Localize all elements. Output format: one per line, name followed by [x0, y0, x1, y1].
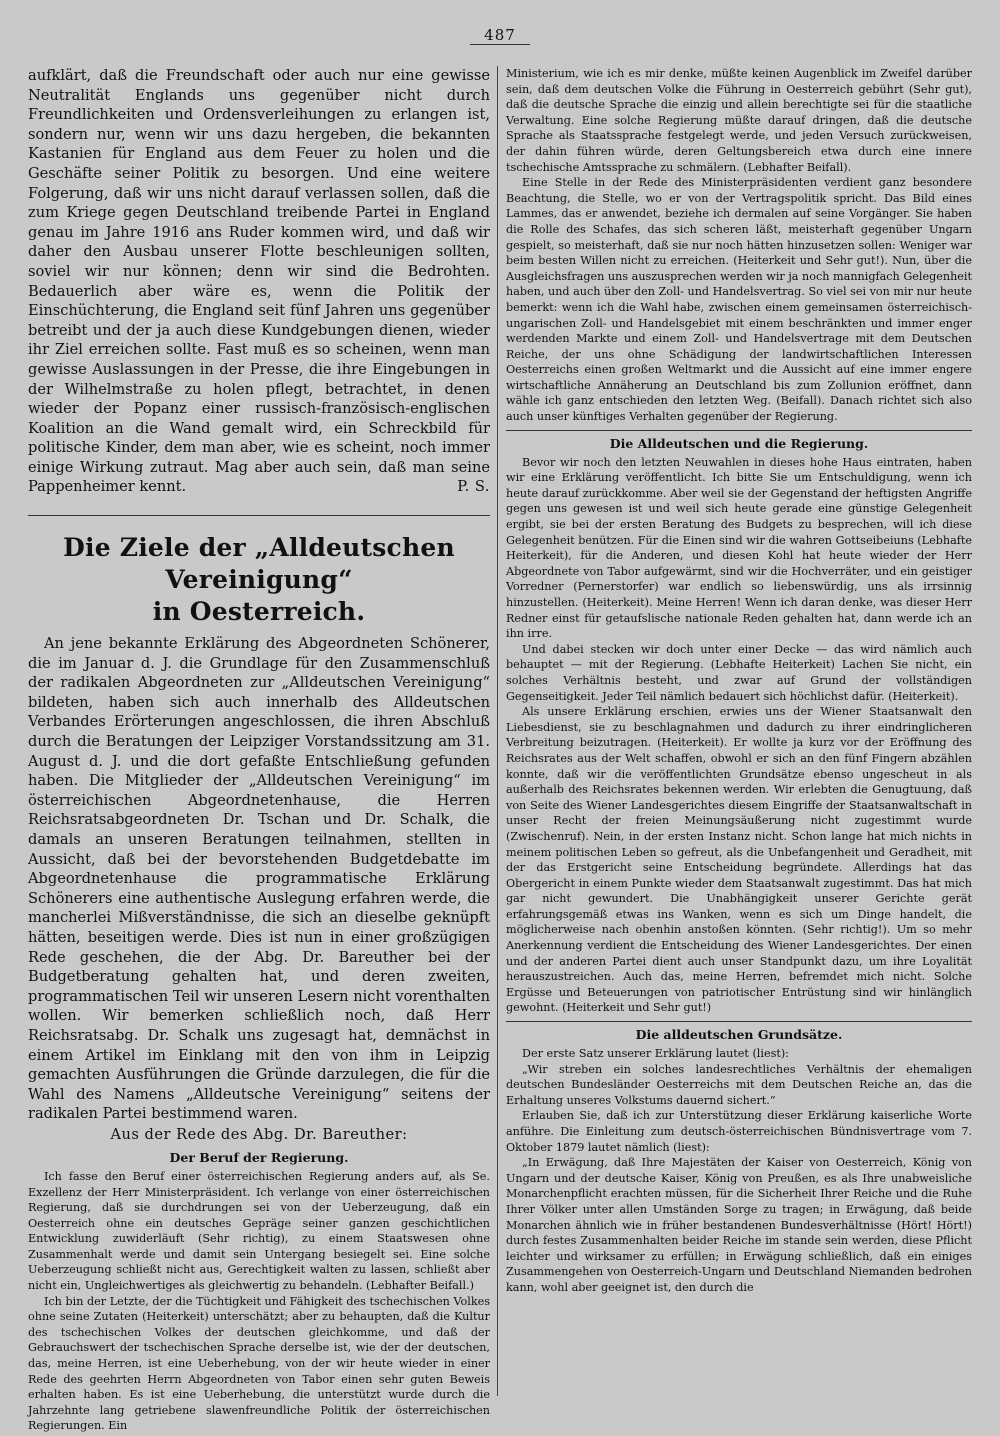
subheading-alldeutsche: Die Alldeutschen und die Regierung. [609, 435, 869, 451]
right-section-rule-1 [506, 430, 972, 431]
author-signature: P. S. [457, 478, 490, 496]
speech-intro: Aus der Rede des Abg. Dr. Bareuther: [110, 1125, 408, 1143]
left-column [28, 66, 490, 1434]
article-headline-line-2: in Oesterreich. [152, 597, 366, 627]
page-number-rule [470, 44, 530, 45]
right-section-rule-2 [506, 1021, 972, 1022]
right-paragraph-5: Als unsere Erklärung erschien, erwies uns der Wiener Staatsanwalt den Liebesdienst, sie zu beschlagnahmen und dadurch zu ihrer eindringlicheren Verbreitung beizutragen. (Heiterkeit). Er wollte ja kurz vor der Eröffnung des Reichsrates aus der Welt schaffen, obwohl er sich an den fünf Fingern abzählen konnte, daß wir die veröffentlichten Grundsätze ebenso ungescheut in als außerhalb des Reichsrates bekennen werden. Wir erlebten die Genugtuung, daß von Seite des Wiener Landesgerichtes diesem Eingriffe der Staatsanwaltschaft in unser Recht der freien Meinungsäußerung nicht zugestimmt wurde (Zwischenruf). Nein, in der ersten Instanz nicht. Schon lange hat mich nichts in meinem politischen Leben so gefreut, als die Unbefangenheit und Geradheit, mit der das Erstgericht seine Entscheidung begründete. Allerdings hat das Obergericht in einem Punkte wieder dem Staatsanwalt zugestimmt. Das hat mich gar nicht gewundert. Die Unabhängigkeit unserer Gerichte gerät erfahrungsgemäß etwas ins Wanken, wenn es sich um Dinge handelt, die möglicherweise nach obenhin anstoßen könnten. (Sehr richtig!). Um so mehr Anerkennung verdient die Entscheidung des Wiener Landesgerichtes. Der einen und der anderen Partei dient auch unser Standpunkt dazu, um ihre Loyalität herauszustreichen. Auch das, meine Herren, befremdet mich nicht. Solche Ergüsse und Beteuerungen von patriotischer Entrüstung sind wir hinlänglich gewohnt. (Heiterkeit und Sehr gut!) [506, 705, 972, 1015]
right-paragraph-6: Der erste Satz unserer Erklärung lautet (liest): [522, 1047, 789, 1061]
section-rule [28, 515, 490, 516]
right-paragraph-4: Und dabei stecken wir doch unter einer Decke — das wird nämlich auch behauptet — mit der Regierung. (Lebhafte Heiterkeit) Lachen Sie nicht, ein solches Verhältnis besteht, und zwar auf Grund der vollständigen Gegenseitigkeit. Jeder Teil nämlich bedauert sich höchlichst dafür. (Heiterkeit). [506, 642, 972, 703]
article-headline-line-1: Die Ziele der „Alldeutschen Vereinigung“ [63, 533, 455, 595]
right-paragraph-3: Bevor wir noch den letzten Neuwahlen in dieses hohe Haus eintraten, haben wir eine Erklärung veröffentlicht. Ich bitte Sie um Entschuldigung, wenn ich heute darauf zurückkomme. Aber weil sie der Gegenstand der heftigsten Angriffe gegen uns gewesen ist und weil sich heute gerade eine günstige Gelegenheit ergibt, sie bei der ersten Beratung des Budgets zu besprechen, will ich diese Gelegenheit benützen. Für die Einen sind wir die wahren Gottseibeiuns (Lebhafte Heiterkeit), für die Anderen, und diesen Kohl hat heute wieder der Herr Abgeordnete von Tabor aufgewärmt, sind wir die Hochverräter, und ein geistiger Vorredner (Pernerstorfer) war endlich so liebenswürdig, uns als irrsinnig hinzustellen. (Heiterkeit). Meine Herren! Wenn ich daran denke, was dieser Herr Redner einst für getaufslische nationale Reden gehalten hat, dann werde ich an ihn irre. [506, 455, 972, 641]
right-column [506, 66, 972, 1296]
article-intro-paragraph: An jene bekannte Erklärung des Abgeordneten Schönerer, die im Januar d. J. die Grundlage für den Zusammenschluß der radikalen Abgeordneten zur „Alldeutschen Vereinigung“ bildeten, haben sich auch innerhalb des Alldeutschen Verbandes Erörterungen angeschlossen, die ihren Abschluß durch die Beratungen der Leipziger Vorstandssitzung am 31. August d. J. und die dort gefaßte Entschließung gefunden haben. Die Mitglieder der „Alldeutschen Vereinigung“ im österreichischen Abgeordnetenhause, die Herren Reichsratsabgeordneten Dr. Tschan und Dr. Schalk, die damals an unseren Beratungen teilnahmen, stellten in Aussicht, daß bei der bevorstehenden Budgetdebatte im Abgeordnetenhause die programmatische Erklärung Schönerers eine authentische Auslegung erfahren werde, die mancherlei Mißverständnisse, die sich an dieselbe geknüpft hätten, beseitigen werde. Dies ist nun in einer großzügigen Rede geschehen, die der Abg. Dr. Bareuther bei der Budgetberatung gehalten hat, und deren zweiten, programmatischen Teil wir unseren Lesern nicht vorenthalten wollen. Wir bemerken schließlich noch, daß Herr Reichsratsabg. Dr. Schalk uns zugesagt hat, demnächst in einem Artikel im Einklang mit den von ihm in Leipzig gemachten Ausführungen die Gründe darzulegen, die für die Wahl des Namens „Alldeutsche Vereinigung“ seitens der radikalen Partei bestimmend waren. [28, 635, 490, 1123]
column-divider [497, 66, 498, 1396]
right-paragraph-1: Ministerium, wie ich es mir denke, müßte keinen Augenblick im Zweifel darüber sein, daß dem deutschen Volke die Führung in Oesterreich gebührt (Sehr gut), daß die deutsche Sprache die einzig und allein berechtigte sei für die staatliche Verwaltung. Eine solche Regierung müßte darauf dringen, daß die deutsche Sprache als Staatssprache festgelegt werde, und jeden Versuch zurückweisen, der dahin führen würde, deren Geltungsbereich etwa durch eine innere tschechische Amtssprache zu schmälern. (Lebhafter Beifall). [506, 67, 972, 174]
subheading-beruf: Der Beruf der Regierung. [169, 1149, 349, 1165]
left-top-paragraph-text: aufklärt, daß die Freundschaft oder auch nur eine gewisse Neutralität Englands uns gegenüber nicht durch Freundlichkeiten und Ordensverleihungen zu erlangen ist, sondern nur, wenn wir uns dazu hergeben, die bekannten Kastanien für England aus dem Feuer zu holen und die Geschäfte seiner Politik zu besorgen. Und eine weitere Folgerung, daß wir uns nicht darauf verlassen sollen, daß die zum Kriege gegen Deutschland treibende Partei in England genau im Jahre 1916 ans Ruder kommen wird, und daß wir daher den Ausbau unserer Flotte beschleunigen sollten, soviel wir nur können; denn wir sind die Bedrohten. Bedauerlich aber wäre es, wenn die Politik der Einschüchterung, die England seit fünf Jahren uns gegenüber betreibt und der ja auch diese Kundgebungen dienen, wieder ihr Ziel erreichen sollte. Fast muß es so scheinen, wenn man gewisse Auslassungen in der Presse, die ihre Eingebungen in der Wilhelmstraße zu holen pflegt, betrachtet, in denen wieder der Popanz einer russisch-französisch-englischen Koalition an die Wand gemalt wird, ein Schreckbild für politische Kinder, dem man aber, wie es scheint, noch immer einige Wirkung zutraut. Mag aber auch sein, daß man seine Pappenheimer kennt. [28, 67, 490, 496]
left-top-paragraph [28, 66, 490, 497]
beruf-paragraph-1: Ich fasse den Beruf einer österreichischen Regierung anders auf, als Se. Exzellenz der Herr Ministerpräsident. Ich verlange von einer österreichischen Regierung, daß sie durchdrungen sei von der Ueberzeugung, daß ein Oesterreich ohne ein deutsches Gepräge seiner ganzen geschichtlichen Entwicklung zuwiderläuft (Sehr richtig), zu einem Staatswesen ohne Zusammenhalt werde und damit sein Untergang besiegelt sei. Eine solche Ueberzeugung schließt nicht aus, Gerechtigkeit walten zu lassen, schließt aber nicht ein, Ungleichwertiges als gleichwertig zu behandeln. (Lebhafter Beifall.) [28, 1169, 490, 1293]
right-paragraph-7: „Wir streben ein solches landesrechtliches Verhältnis der ehemaligen deutschen Bundesländer Oesterreichs mit dem Deutschen Reiche an, das die Erhaltung unseres Volkstums dauernd sichert.“ [506, 1062, 972, 1107]
right-paragraph-2: Eine Stelle in der Rede des Ministerpräsidenten verdient ganz besondere Beachtung, die Stelle, wo er von der Vertragspolitik spricht. Das Bild eines Lammes, das er anwendet, beziehe ich dermalen auf seine Vorgänger. Sie haben die Rolle des Schafes, das sich scheren läßt, meisterhaft gegenüber Ungarn gespielt, so meisterhaft, daß sie nur noch hätten hinzusetzen sollen: Weniger war beim besten Willen nicht zu erreichen. (Heiterkeit und Sehr gut!). Nun, über die Ausgleichsfragen uns auszusprechen werden wir ja noch mannigfach Gelegenheit haben, und auch über den Zoll- und Handelsvertrag. So viel sei von mir nur heute bemerkt: wenn ich die Wahl habe, zwischen einem gemeinsamen österreichisch-ungarischen Zoll- und Handelsgebiet mit einem beschränkten und immer enger werdenden Markte und einem Zoll- und Handelsvertrage mit dem Deutschen Reiche, der uns ohne Schädigung der landwirtschaftlichen Interessen Oesterreichs einen großen Weltmarkt und die Aussicht auf eine immer engere wirtschaftliche Annäherung an Deutschland bis zum Zollunion eröffnet, dann wähle ich ganz entschieden den letzten Weg. (Beifall). Danach richtet sich also auch unser künftiges Verhalten gegenüber der Regierung. [506, 176, 972, 424]
page-number: 487 [484, 26, 516, 44]
subheading-grundsaetze: Die alldeutschen Grundsätze. [635, 1027, 843, 1043]
right-paragraph-8: Erlauben Sie, daß ich zur Unterstützung dieser Erklärung kaiserliche Worte anführe. Die Einleitung zum deutsch-österreichischen Bündnisvertrage vom 7. Oktober 1879 lautet nämlich (liest): [506, 1109, 972, 1154]
right-paragraph-9: „In Erwägung, daß Ihre Majestäten der Kaiser von Oesterreich, König von Ungarn und der deutsche Kaiser, König von Preußen, es als Ihre unabweisliche Monarchenpflicht erachten müssen, für die Sicherheit Ihrer Reiche und die Ruhe Ihrer Völker unter allen Umständen Sorge zu tragen; in Erwägung, daß beide Monarchen ähnlich wie in früher bestandenen Bundesverhältnisse (Hört! Hört!) durch festes Zusammenhalten beider Reiche im stande sein werden, diese Pflicht leichter und wirksamer zu erfüllen; in Erwägung schließlich, daß ein einiges Zusammengehen von Oesterreich-Ungarn und Deutschland Niemanden bedrohen kann, wohl aber geeignet ist, den durch die [506, 1156, 972, 1294]
beruf-paragraph-2: Ich bin der Letzte, der die Tüchtigkeit und Fähigkeit des tschechischen Volkes ohne seine Zutaten (Heiterkeit) unterschätzt; aber zu behaupten, daß die Kultur des tschechischen Volkes der deutschen gleichkomme, und daß der Gebrauchswert der tschechischen Sprache derselbe ist, wie der der deutschen, das, meine Herren, ist eine Ueberhebung, von der wir heute wieder in einer Rede des geehrten Herrn Abgeordneten von Tabor einen sehr guten Beweis erhalten haben. Es ist eine Ueberhebung, die unterstützt wurde durch die Jahrzehnte lang getriebene slawenfreundliche Politik der österreichischen Regierungen. Ein [28, 1294, 490, 1433]
